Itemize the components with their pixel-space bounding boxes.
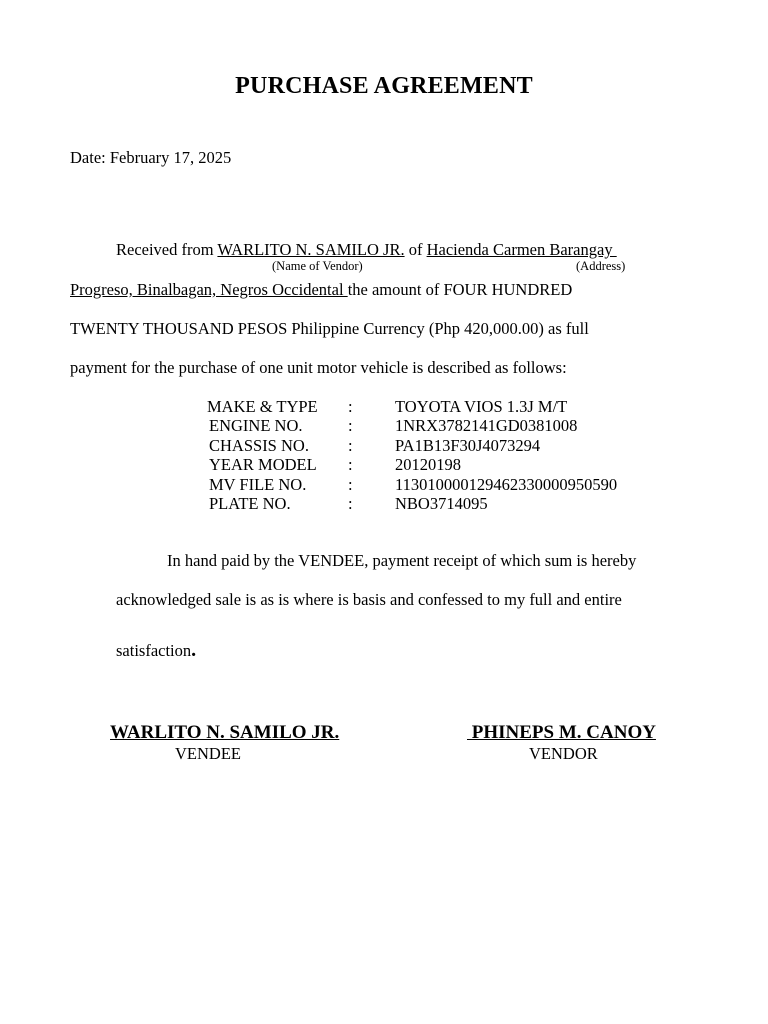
vehicle-separator: : xyxy=(348,397,353,416)
vehicle-separator: : xyxy=(348,455,353,474)
paragraph-2-line-3 xyxy=(116,639,196,662)
vendor-signature-name: PHINEPS M. CANOY xyxy=(467,722,656,743)
satisfaction-text: satisfaction xyxy=(116,641,192,660)
vehicle-value-plate-no: NBO3714095 xyxy=(395,494,488,513)
vehicle-value-mv-file-no: 113010000129462330000950590 xyxy=(395,475,618,494)
address-part-2: Progreso, Binalbagan, Negros Occidental xyxy=(70,280,348,299)
vehicle-separator: : xyxy=(348,475,353,494)
paragraph-1-line-2 xyxy=(70,280,572,300)
closing-period: . xyxy=(191,639,197,661)
paragraph-2-line-2: acknowledged sale is as is where is basis and confessed to my full and entire xyxy=(116,590,622,609)
vehicle-label-engine-no: ENGINE NO. xyxy=(209,416,303,435)
vehicle-separator: : xyxy=(348,494,353,513)
of-text: of xyxy=(404,240,427,259)
paragraph-1-line-3: TWENTY THOUSAND PESOS Philippine Currency (Php 420,000.00) as full xyxy=(70,319,589,338)
vehicle-value-year-model: 20120198 xyxy=(395,455,461,474)
vehicle-label-chassis-no: CHASSIS NO. xyxy=(209,436,309,455)
vehicle-separator: : xyxy=(348,416,353,435)
address-part-1: Hacienda Carmen Barangay xyxy=(426,240,617,259)
paragraph-1-line-1 xyxy=(116,240,617,260)
caption-name-of-vendor: (Name of Vendor) xyxy=(272,259,363,273)
vehicle-value-chassis-no: PA1B13F30J4073294 xyxy=(395,436,541,455)
vehicle-separator: : xyxy=(348,436,353,455)
received-from-text: Received from xyxy=(116,240,218,259)
paragraph-2-line-1: In hand paid by the VENDEE, payment receipt of which sum is hereby xyxy=(167,551,637,570)
vehicle-label-make-type: MAKE & TYPE xyxy=(207,397,318,416)
amount-text: the amount of FOUR HUNDRED xyxy=(347,280,573,299)
vehicle-label-year-model: YEAR MODEL xyxy=(209,455,317,474)
vendee-signature-name: WARLITO N. SAMILO JR. xyxy=(110,722,340,743)
vehicle-value-make-type: TOYOTA VIOS 1.3J M/T xyxy=(395,397,568,416)
vehicle-label-plate-no: PLATE NO. xyxy=(209,494,291,513)
date-line: Date: February 17, 2025 xyxy=(70,148,232,167)
vehicle-value-engine-no: 1NRX3782141GD0381008 xyxy=(395,416,578,435)
paragraph-1-line-4: payment for the purchase of one unit motor vehicle is described as follows: xyxy=(70,358,567,377)
vehicle-label-mv-file-no: MV FILE NO. xyxy=(209,475,307,494)
vendor-role: VENDOR xyxy=(529,744,598,763)
caption-address: (Address) xyxy=(576,259,626,273)
document-title: PURCHASE AGREEMENT xyxy=(235,73,533,99)
vendor-name: WARLITO N. SAMILO JR. xyxy=(217,240,405,259)
vendee-role: VENDEE xyxy=(175,744,241,763)
